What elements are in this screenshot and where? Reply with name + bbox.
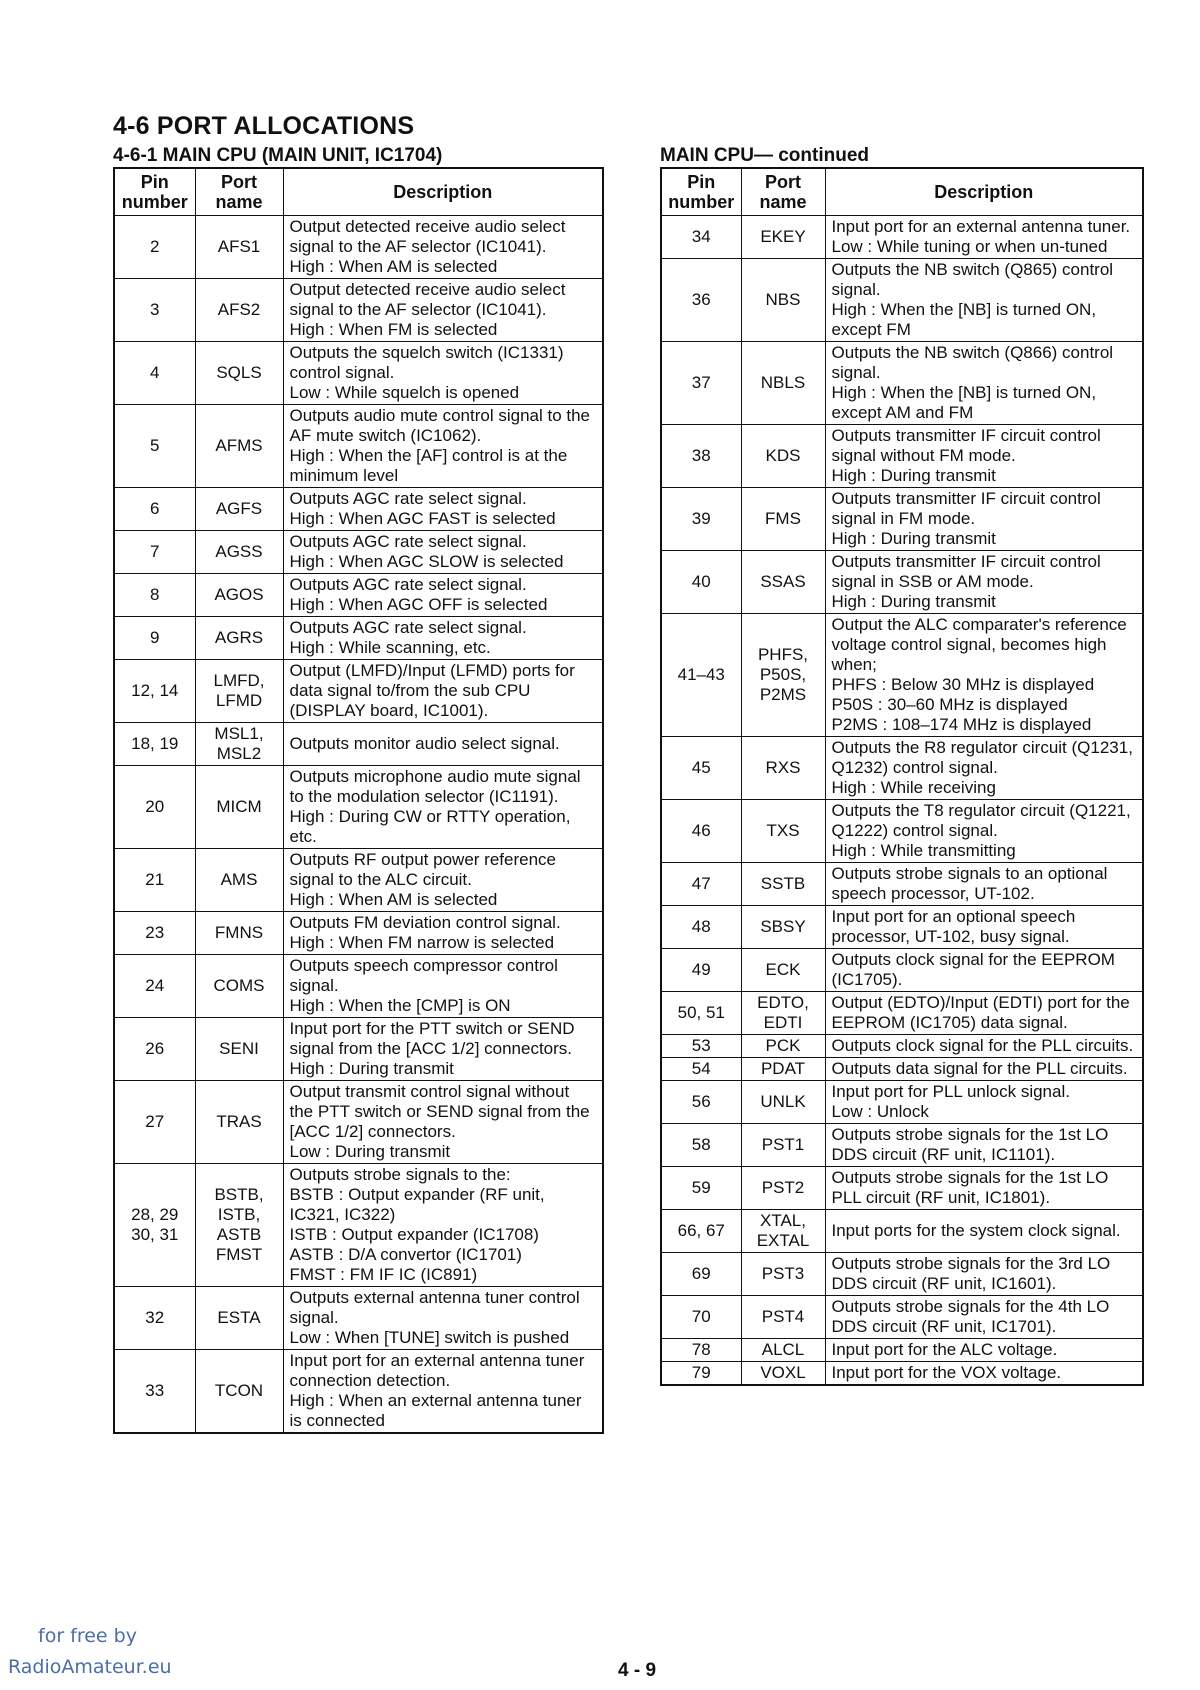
- pin-number-cell: 6: [114, 488, 195, 531]
- pin-number-cell: 46: [661, 800, 741, 863]
- table-row: [114, 955, 603, 1018]
- port-name-cell: PST1: [741, 1124, 825, 1167]
- table-row: [661, 737, 1143, 800]
- description-cell: Outputs strobe signals for the 4th LO DDS circuit (RF unit, IC1701).: [825, 1296, 1143, 1339]
- table-row: [661, 1296, 1143, 1339]
- table-row: [114, 723, 603, 766]
- table-row: [114, 342, 603, 405]
- port-name-cell: MSL1, MSL2: [195, 723, 283, 766]
- port-name-cell: MICM: [195, 766, 283, 849]
- description-cell: Outputs strobe signals to the: BSTB : Output expander (RF unit, IC321, IC322) ISTB : Output expander (IC1708) ASTB : D/A convertor (IC1701) FMST : FM IF IC (IC891): [283, 1164, 603, 1287]
- pin-number-cell: 47: [661, 863, 741, 906]
- pin-number-cell: 69: [661, 1253, 741, 1296]
- port-name-cell: AFS2: [195, 279, 283, 342]
- port-name-cell: AGRS: [195, 617, 283, 660]
- description-cell: Outputs strobe signals for the 1st LO DDS circuit (RF unit, IC1101).: [825, 1124, 1143, 1167]
- description-cell: Outputs data signal for the PLL circuits.: [825, 1058, 1143, 1081]
- description-cell: Outputs AGC rate select signal. High : While scanning, etc.: [283, 617, 603, 660]
- pin-number-cell: 40: [661, 551, 741, 614]
- description-cell: Outputs monitor audio select signal.: [283, 723, 603, 766]
- description-cell: Input port for an optional speech processor, UT-102, busy signal.: [825, 906, 1143, 949]
- watermark-text: for free by: [38, 1625, 137, 1647]
- description-cell: Outputs audio mute control signal to the AF mute switch (IC1062). High : When the [AF] control is at the minimum level: [283, 405, 603, 488]
- pin-number-cell: 26: [114, 1018, 195, 1081]
- port-table-left: [113, 167, 604, 1434]
- pin-number-cell: 9: [114, 617, 195, 660]
- port-name-cell: EDTO, EDTI: [741, 992, 825, 1035]
- table-row: [661, 1058, 1143, 1081]
- port-name-cell: PST4: [741, 1296, 825, 1339]
- section-title: 4-6 PORT ALLOCATIONS: [113, 112, 415, 140]
- pin-number-cell: 48: [661, 906, 741, 949]
- description-cell: Outputs microphone audio mute signal to the modulation selector (IC1191). High : During CW or RTTY operation, etc.: [283, 766, 603, 849]
- port-name-cell: NBS: [741, 259, 825, 342]
- table-row: [661, 1124, 1143, 1167]
- table-row: [114, 1081, 603, 1164]
- port-name-cell: FMS: [741, 488, 825, 551]
- header-port-name: Port name: [195, 168, 283, 216]
- description-cell: Output detected receive audio select signal to the AF selector (IC1041). High : When AM is selected: [283, 216, 603, 279]
- port-name-cell: PCK: [741, 1035, 825, 1058]
- port-name-cell: SENI: [195, 1018, 283, 1081]
- pin-number-cell: 41–43: [661, 614, 741, 737]
- pin-number-cell: 70: [661, 1296, 741, 1339]
- port-name-cell: FMNS: [195, 912, 283, 955]
- table-row: [661, 1253, 1143, 1296]
- table-row: [661, 949, 1143, 992]
- header-description: Description: [283, 168, 603, 216]
- pin-number-cell: 18, 19: [114, 723, 195, 766]
- table-header-row: [661, 168, 1143, 216]
- description-cell: Output detected receive audio select signal to the AF selector (IC1041). High : When FM is selected: [283, 279, 603, 342]
- port-name-cell: SBSY: [741, 906, 825, 949]
- pin-number-cell: 3: [114, 279, 195, 342]
- table-row: [661, 863, 1143, 906]
- pin-number-cell: 7: [114, 531, 195, 574]
- port-name-cell: AGOS: [195, 574, 283, 617]
- pin-number-cell: 27: [114, 1081, 195, 1164]
- port-name-cell: NBLS: [741, 342, 825, 425]
- pin-number-cell: 36: [661, 259, 741, 342]
- table-row: [661, 992, 1143, 1035]
- pin-number-cell: 28, 29 30, 31: [114, 1164, 195, 1287]
- pin-number-cell: 24: [114, 955, 195, 1018]
- description-cell: Output (EDTO)/Input (EDTI) port for the EEPROM (IC1705) data signal.: [825, 992, 1143, 1035]
- description-cell: Outputs AGC rate select signal. High : When AGC FAST is selected: [283, 488, 603, 531]
- port-name-cell: UNLK: [741, 1081, 825, 1124]
- table-row: [114, 1164, 603, 1287]
- port-name-cell: AFMS: [195, 405, 283, 488]
- pin-number-cell: 45: [661, 737, 741, 800]
- port-name-cell: KDS: [741, 425, 825, 488]
- table-row: [114, 766, 603, 849]
- table-row: [114, 531, 603, 574]
- port-name-cell: SSAS: [741, 551, 825, 614]
- port-table-right: [660, 167, 1144, 1386]
- table-row: [661, 216, 1143, 259]
- port-name-cell: AMS: [195, 849, 283, 912]
- table-row: [661, 1167, 1143, 1210]
- description-cell: Input port for PLL unlock signal. Low : Unlock: [825, 1081, 1143, 1124]
- description-cell: Outputs transmitter IF circuit control signal without FM mode. High : During transmit: [825, 425, 1143, 488]
- table-row: [661, 614, 1143, 737]
- pin-number-cell: 20: [114, 766, 195, 849]
- description-cell: Outputs transmitter IF circuit control signal in FM mode. High : During transmit: [825, 488, 1143, 551]
- description-cell: Outputs RF output power reference signal to the ALC circuit. High : When AM is selected: [283, 849, 603, 912]
- table-row: [114, 488, 603, 531]
- description-cell: Output (LMFD)/Input (LFMD) ports for data signal to/from the sub CPU (DISPLAY board, IC1001).: [283, 660, 603, 723]
- table-row: [114, 1350, 603, 1434]
- pin-number-cell: 4: [114, 342, 195, 405]
- description-cell: Outputs strobe signals to an optional speech processor, UT-102.: [825, 863, 1143, 906]
- pin-number-cell: 54: [661, 1058, 741, 1081]
- pin-number-cell: 56: [661, 1081, 741, 1124]
- port-name-cell: PST2: [741, 1167, 825, 1210]
- table-row: [661, 488, 1143, 551]
- description-cell: Input port for the ALC voltage.: [825, 1339, 1143, 1362]
- port-name-cell: BSTB, ISTB, ASTB FMST: [195, 1164, 283, 1287]
- pin-number-cell: 78: [661, 1339, 741, 1362]
- table-row: [661, 906, 1143, 949]
- table-row: [114, 405, 603, 488]
- port-name-cell: SSTB: [741, 863, 825, 906]
- table-row: [114, 617, 603, 660]
- description-cell: Outputs the NB switch (Q865) control signal. High : When the [NB] is turned ON, except FM: [825, 259, 1143, 342]
- pin-number-cell: 33: [114, 1350, 195, 1434]
- description-cell: Outputs strobe signals for the 1st LO PLL circuit (RF unit, IC1801).: [825, 1167, 1143, 1210]
- table-row: [661, 1210, 1143, 1253]
- header-pin-number: Pin number: [661, 168, 741, 216]
- port-name-cell: COMS: [195, 955, 283, 1018]
- table-row: [114, 660, 603, 723]
- table-row: [114, 849, 603, 912]
- port-name-cell: RXS: [741, 737, 825, 800]
- table-row: [114, 216, 603, 279]
- pin-number-cell: 8: [114, 574, 195, 617]
- description-cell: Outputs clock signal for the EEPROM (IC1705).: [825, 949, 1143, 992]
- description-cell: Outputs the NB switch (Q866) control signal. High : When the [NB] is turned ON, except AM and FM: [825, 342, 1143, 425]
- pin-number-cell: 58: [661, 1124, 741, 1167]
- port-name-cell: PDAT: [741, 1058, 825, 1081]
- port-name-cell: TCON: [195, 1350, 283, 1434]
- table-row: [661, 800, 1143, 863]
- description-cell: Input port for an external antenna tuner. Low : While tuning or when un-tuned: [825, 216, 1143, 259]
- description-cell: Outputs the T8 regulator circuit (Q1221, Q1222) control signal. High : While transmitting: [825, 800, 1143, 863]
- table-row: [661, 425, 1143, 488]
- pin-number-cell: 49: [661, 949, 741, 992]
- pin-number-cell: 23: [114, 912, 195, 955]
- table-row: [661, 1035, 1143, 1058]
- port-name-cell: ALCL: [741, 1339, 825, 1362]
- header-description: Description: [825, 168, 1143, 216]
- port-name-cell: XTAL, EXTAL: [741, 1210, 825, 1253]
- description-cell: Outputs external antenna tuner control signal. Low : When [TUNE] switch is pushed: [283, 1287, 603, 1350]
- pin-number-cell: 50, 51: [661, 992, 741, 1035]
- port-name-cell: VOXL: [741, 1362, 825, 1386]
- description-cell: Outputs speech compressor control signal. High : When the [CMP] is ON: [283, 955, 603, 1018]
- description-cell: Outputs FM deviation control signal. High : When FM narrow is selected: [283, 912, 603, 955]
- description-cell: Outputs AGC rate select signal. High : When AGC OFF is selected: [283, 574, 603, 617]
- description-cell: Input port for the PTT switch or SEND signal from the [ACC 1/2] connectors. High : During transmit: [283, 1018, 603, 1081]
- description-cell: Input port for the VOX voltage.: [825, 1362, 1143, 1386]
- pin-number-cell: 5: [114, 405, 195, 488]
- port-name-cell: PHFS, P50S, P2MS: [741, 614, 825, 737]
- port-name-cell: ECK: [741, 949, 825, 992]
- port-name-cell: LMFD, LFMD: [195, 660, 283, 723]
- table-row: [114, 912, 603, 955]
- port-name-cell: AFS1: [195, 216, 283, 279]
- table-row: [661, 1081, 1143, 1124]
- header-port-name: Port name: [741, 168, 825, 216]
- pin-number-cell: 34: [661, 216, 741, 259]
- description-cell: Outputs clock signal for the PLL circuits.: [825, 1035, 1143, 1058]
- description-cell: Output transmit control signal without the PTT switch or SEND signal from the [ACC 1/2] connectors. Low : During transmit: [283, 1081, 603, 1164]
- table-row: [661, 1339, 1143, 1362]
- description-cell: Input ports for the system clock signal.: [825, 1210, 1143, 1253]
- port-name-cell: AGSS: [195, 531, 283, 574]
- left-table-title: 4-6-1 MAIN CPU (MAIN UNIT, IC1704): [113, 145, 443, 166]
- port-name-cell: TXS: [741, 800, 825, 863]
- table-row: [661, 551, 1143, 614]
- page-number: 4 - 9: [618, 1660, 657, 1681]
- description-cell: Outputs the squelch switch (IC1331) control signal. Low : While squelch is opened: [283, 342, 603, 405]
- description-cell: Outputs the R8 regulator circuit (Q1231, Q1232) control signal. High : While receiving: [825, 737, 1143, 800]
- pin-number-cell: 39: [661, 488, 741, 551]
- pin-number-cell: 66, 67: [661, 1210, 741, 1253]
- description-cell: Input port for an external antenna tuner connection detection. High : When an external antenna tuner is connected: [283, 1350, 603, 1434]
- description-cell: Outputs strobe signals for the 3rd LO DDS circuit (RF unit, IC1601).: [825, 1253, 1143, 1296]
- header-pin-number: Pin number: [114, 168, 195, 216]
- table-row: [114, 1018, 603, 1081]
- watermark-site: RadioAmateur.eu: [8, 1656, 172, 1678]
- pin-number-cell: 53: [661, 1035, 741, 1058]
- table-row: [661, 259, 1143, 342]
- port-name-cell: TRAS: [195, 1081, 283, 1164]
- pin-number-cell: 38: [661, 425, 741, 488]
- pin-number-cell: 32: [114, 1287, 195, 1350]
- pin-number-cell: 37: [661, 342, 741, 425]
- description-cell: Output the ALC comparater's reference voltage control signal, becomes high when; PHFS : Below 30 MHz is displayed P50S : 30–60 MHz is displayed P2MS : 108–174 MHz is displayed: [825, 614, 1143, 737]
- pin-number-cell: 2: [114, 216, 195, 279]
- table-header-row: [114, 168, 603, 216]
- table-row: [114, 1287, 603, 1350]
- pin-number-cell: 79: [661, 1362, 741, 1386]
- port-name-cell: PST3: [741, 1253, 825, 1296]
- table-row: [661, 342, 1143, 425]
- port-name-cell: AGFS: [195, 488, 283, 531]
- right-table-title: MAIN CPU— continued: [660, 145, 869, 166]
- pin-number-cell: 21: [114, 849, 195, 912]
- port-name-cell: SQLS: [195, 342, 283, 405]
- port-name-cell: ESTA: [195, 1287, 283, 1350]
- pin-number-cell: 59: [661, 1167, 741, 1210]
- description-cell: Outputs AGC rate select signal. High : When AGC SLOW is selected: [283, 531, 603, 574]
- table-row: [661, 1362, 1143, 1386]
- port-name-cell: EKEY: [741, 216, 825, 259]
- table-row: [114, 279, 603, 342]
- pin-number-cell: 12, 14: [114, 660, 195, 723]
- description-cell: Outputs transmitter IF circuit control signal in SSB or AM mode. High : During transmit: [825, 551, 1143, 614]
- table-row: [114, 574, 603, 617]
